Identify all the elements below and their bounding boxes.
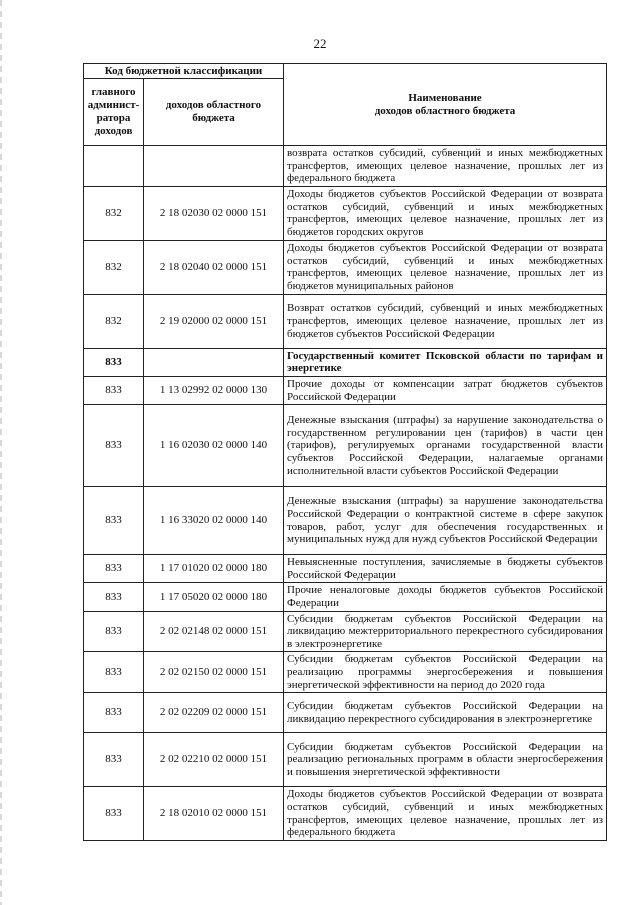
scan-edge-artifact (0, 0, 2, 905)
table-row (84, 733, 607, 787)
table-row (84, 405, 607, 487)
admin-code-cell: 833 (84, 487, 144, 555)
header-admin-line: главного (91, 86, 136, 98)
table-row (84, 487, 607, 555)
income-name-cell: Денежные взыскания (штрафы) за нарушение законодательства о государственном регулировании цен (тарифов) в части цен (тарифов), регулируемых органами государственной власти субъектов Российской Федерации, налагаемые органами исполнительной власти субъектов Российской Федерации (284, 405, 607, 487)
header-admin-column (84, 79, 144, 146)
income-code-cell: 1 17 01020 02 0000 180 (144, 555, 284, 583)
admin-code-cell: 833 (84, 405, 144, 487)
income-code-cell: 1 13 02992 02 0000 130 (144, 376, 284, 404)
income-code-cell: 2 02 02210 02 0000 151 (144, 733, 284, 787)
income-code-cell: 2 02 02148 02 0000 151 (144, 611, 284, 652)
income-code-cell: 1 17 05020 02 0000 180 (144, 583, 284, 611)
header-admin-line: админист- (87, 99, 140, 111)
income-code-cell: 1 16 33020 02 0000 140 (144, 487, 284, 555)
income-name-cell: Возврат остатков субсидий, субвенций и иных межбюджетных трансфертов, имеющих целевое назначение, прошлых лет из бюджетов субъектов Российской Федерации (284, 294, 607, 348)
page-number: 22 (313, 36, 327, 51)
table-row (84, 555, 607, 583)
income-name-cell: Денежные взыскания (штрафы) за нарушение законодательства Российской Федерации о контрактной системе в сфере закупок товаров, работ, услуг для обеспечения государственных и муниципальных нужд для нужд субъектов Российской Федерации (284, 487, 607, 555)
budget-classification-table (83, 63, 607, 841)
table-row (84, 583, 607, 611)
table-row (84, 186, 607, 240)
table-row (84, 652, 607, 693)
header-code-line: бюджета (192, 112, 235, 124)
header-name-line-1: Наименование (408, 91, 482, 104)
table-row (84, 376, 607, 404)
income-name-cell: Субсидии бюджетам субъектов Российской Федерации на ликвидацию перекрестного субсидирования в электроэнергетике (284, 693, 607, 733)
income-code-cell: 1 16 02030 02 0000 140 (144, 405, 284, 487)
header-code-line: доходов областного (165, 99, 262, 111)
admin-code-cell: 833 (84, 733, 144, 787)
table-row (84, 611, 607, 652)
header-admin-line: доходов (94, 125, 133, 137)
table-row (84, 348, 607, 376)
admin-code-cell: 833 (84, 348, 144, 376)
table-row (84, 146, 607, 187)
admin-code-cell: 833 (84, 693, 144, 733)
income-code-cell: 2 18 02040 02 0000 151 (144, 240, 284, 294)
income-name-cell: Субсидии бюджетам субъектов Российской Федерации на реализацию региональных программ в области энергосбережения и повышения энергетической эффективности (284, 733, 607, 787)
admin-code-cell: 833 (84, 652, 144, 693)
admin-code-cell: 832 (84, 186, 144, 240)
admin-code-cell: 833 (84, 611, 144, 652)
admin-code-cell: 833 (84, 787, 144, 841)
income-code-cell: 2 19 02000 02 0000 151 (144, 294, 284, 348)
income-name-cell: Доходы бюджетов субъектов Российской Федерации от возврата остатков субсидий, субвенций и иных межбюджетных трансфертов, имеющих целевое назначение, прошлых лет из бюджетов муниципальных районов (284, 240, 607, 294)
admin-code-cell: 833 (84, 583, 144, 611)
table-row (84, 693, 607, 733)
header-name-line-2: доходов областного бюджета (374, 104, 516, 117)
income-name-cell: Прочие неналоговые доходы бюджетов субъектов Российской Федерации (284, 583, 607, 611)
income-name-cell: Прочие доходы от компенсации затрат бюджетов субъектов Российской Федерации (284, 376, 607, 404)
table-row (84, 787, 607, 841)
income-name-cell: Государственный комитет Псковской области по тарифам и энергетике (284, 348, 607, 376)
admin-code-cell: 832 (84, 294, 144, 348)
admin-code-cell: 832 (84, 240, 144, 294)
income-name-cell: Субсидии бюджетам субъектов Российской Федерации на реализацию программы энергосбережения и повышения энергетической эффективности на период до 2020 года (284, 652, 607, 693)
header-group-label: Код бюджетной классификации (84, 64, 284, 79)
income-code-cell: 2 02 02209 02 0000 151 (144, 693, 284, 733)
table-body (84, 146, 607, 841)
header-name-column (284, 64, 607, 146)
income-name-cell: Невыясненные поступления, зачисляемые в бюджеты субъектов Российской Федерации (284, 555, 607, 583)
income-name-cell: Доходы бюджетов субъектов Российской Федерации от возврата остатков субсидий, субвенций и иных межбюджетных трансфертов, имеющих целевое назначение, прошлых лет из бюджетов городских округов (284, 186, 607, 240)
admin-code-cell: 833 (84, 376, 144, 404)
income-name-cell: возврата остатков субсидий, субвенций и иных межбюджетных трансфертов, имеющих целевое назначение, прошлых лет из федерального бюджета (284, 146, 607, 187)
admin-code-cell: 833 (84, 555, 144, 583)
income-code-cell: 2 02 02150 02 0000 151 (144, 652, 284, 693)
income-name-cell: Доходы бюджетов субъектов Российской Федерации от возврата остатков субсидий, субвенций и иных межбюджетных трансфертов, имеющих целевое назначение, прошлых лет из федерального бюджета (284, 787, 607, 841)
header-code-column (144, 79, 284, 146)
table-row (84, 294, 607, 348)
income-code-cell (144, 146, 284, 187)
income-name-cell: Субсидии бюджетам субъектов Российской Федерации на ликвидацию межтерриториального перекрестного субсидирования в электроэнергетике (284, 611, 607, 652)
income-code-cell: 2 18 02010 02 0000 151 (144, 787, 284, 841)
admin-code-cell (84, 146, 144, 187)
income-code-cell: 2 18 02030 02 0000 151 (144, 186, 284, 240)
table-row (84, 240, 607, 294)
header-admin-line: ратора (96, 112, 131, 124)
income-code-cell (144, 348, 284, 376)
